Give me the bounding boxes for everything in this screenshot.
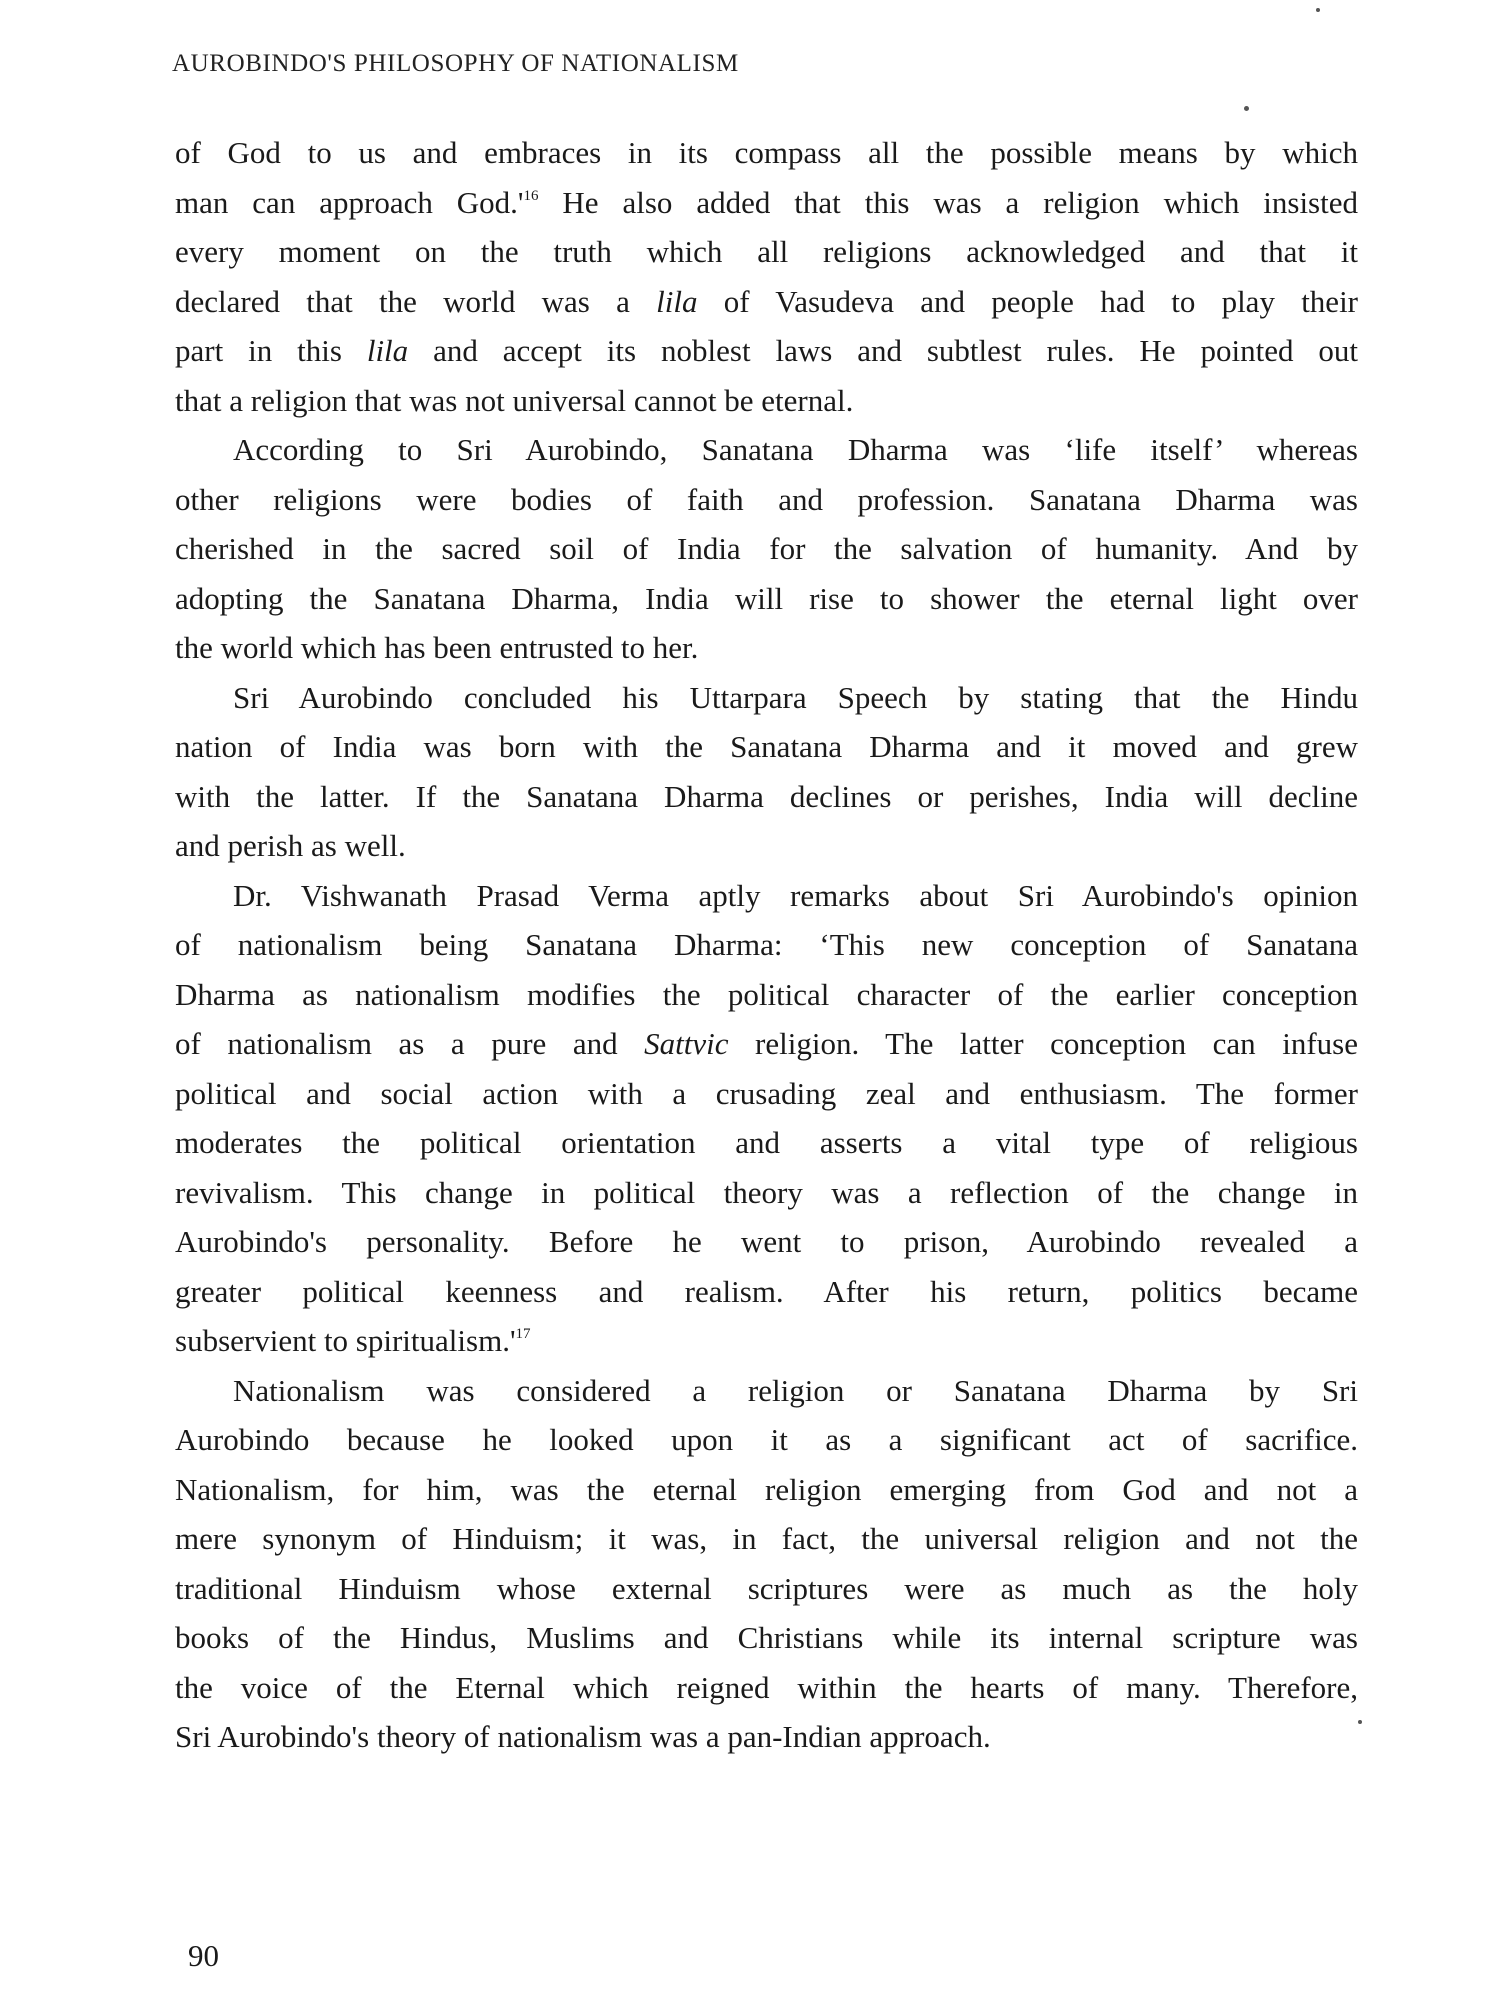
text-line: Nationalism was considered a religion or Sanatana Dharma by Sri bbox=[233, 1372, 1358, 1408]
text-line: adopting the Sanatana Dharma, India will rise to shower the eternal light over bbox=[175, 580, 1358, 616]
text-line: Nationalism, for him, was the eternal religion emerging from God and not a bbox=[175, 1471, 1358, 1507]
text-line: Aurobindo because he looked upon it as a significant act of sacrifice. bbox=[175, 1422, 1358, 1457]
page-number: 90 bbox=[188, 1938, 219, 1973]
text-line: of nationalism as a pure and Sattvic religion. The latter conception can infuse bbox=[175, 1026, 1358, 1061]
paragraph bbox=[175, 425, 1358, 673]
text-line: that a religion that was not universal cannot be eternal. bbox=[175, 382, 854, 418]
scan-speck bbox=[1244, 106, 1249, 111]
italic-term: Sattvic bbox=[644, 1026, 729, 1061]
text-line: cherished in the sacred soil of India for the salvation of humanity. And by bbox=[175, 531, 1358, 566]
paragraph bbox=[175, 1366, 1358, 1762]
italic-term: lila bbox=[656, 283, 698, 319]
footnote-ref: 17 bbox=[515, 1326, 531, 1342]
text-line: of nationalism being Sanatana Dharma: ‘This new conception of Sanatana bbox=[175, 927, 1358, 962]
text-line: with the latter. If the Sanatana Dharma declines or perishes, India will decline bbox=[175, 778, 1358, 814]
text-line: declared that the world was a lila of Vasudeva and people had to play their bbox=[175, 283, 1359, 319]
text-line: greater political keenness and realism. After his return, politics became bbox=[175, 1273, 1358, 1309]
running-header: AUROBINDO'S PHILOSOPHY OF NATIONALISM bbox=[172, 50, 739, 77]
text-line: man can approach $God.'^{16}$ He also added that this was a religion which insisted bbox=[175, 184, 1358, 220]
text-line: moderates the political orientation and asserts a vital type of religious bbox=[175, 1125, 1358, 1160]
text-line: books of the Hindus, Muslims and Christians while its internal scripture was bbox=[175, 1620, 1358, 1655]
text-line: other religions were bodies of faith and profession. Sanatana Dharma was bbox=[175, 481, 1358, 517]
text-line: Sri Aurobindo concluded his Uttarpara Speech by stating that the Hindu bbox=[233, 679, 1358, 715]
text-line: every moment on the truth which all religions acknowledged and that it bbox=[175, 234, 1358, 269]
text-line: of God to us and embraces in its compass all the possible means by which bbox=[175, 135, 1358, 170]
scan-speck bbox=[1358, 1720, 1362, 1724]
text-line: subservient to $spiritualism.'^{17}$ bbox=[175, 1323, 531, 1358]
text-line: and perish as well. bbox=[175, 828, 406, 863]
text-line: revivalism. This change in political theory was a reflection of the change in bbox=[175, 1174, 1358, 1210]
scan-speck bbox=[1316, 8, 1320, 12]
italic-term: lila bbox=[366, 333, 409, 368]
text-line: the world which has been entrusted to her. bbox=[175, 630, 699, 665]
text-line: the voice of the Eternal which reigned within the hearts of many. Therefore, bbox=[175, 1669, 1358, 1705]
text-line: mere synonym of Hinduism; it was, in fact, the universal religion and not the bbox=[175, 1521, 1358, 1556]
text-line: According to Sri Aurobindo, Sanatana Dharma was ‘life itself’ whereas bbox=[233, 432, 1358, 467]
body-text bbox=[175, 128, 1358, 1762]
text-line: Aurobindo's personality. Before he went to prison, Aurobindo revealed a bbox=[175, 1224, 1358, 1259]
text-line: nation of India was born with the Sanatana Dharma and it moved and grew bbox=[175, 729, 1358, 764]
text-line: traditional Hinduism whose external scriptures were as much as the holy bbox=[175, 1570, 1358, 1606]
text-line: political and social action with a crusading zeal and enthusiasm. The former bbox=[175, 1075, 1358, 1111]
paragraph bbox=[175, 128, 1358, 425]
text-line: Dharma as nationalism modifies the political character of the earlier conception bbox=[175, 976, 1358, 1012]
paragraph bbox=[175, 673, 1358, 871]
text-line: Sri Aurobindo's theory of nationalism was a pan-Indian approach. bbox=[175, 1719, 991, 1754]
footnote-ref: 16 bbox=[523, 187, 539, 204]
paragraph bbox=[175, 871, 1358, 1366]
text-line: part in this lila and accept its noblest laws and subtlest rules. He pointed out bbox=[175, 333, 1358, 368]
text-line: Dr. Vishwanath Prasad Verma aptly remarks about Sri Aurobindo's opinion bbox=[233, 877, 1358, 913]
